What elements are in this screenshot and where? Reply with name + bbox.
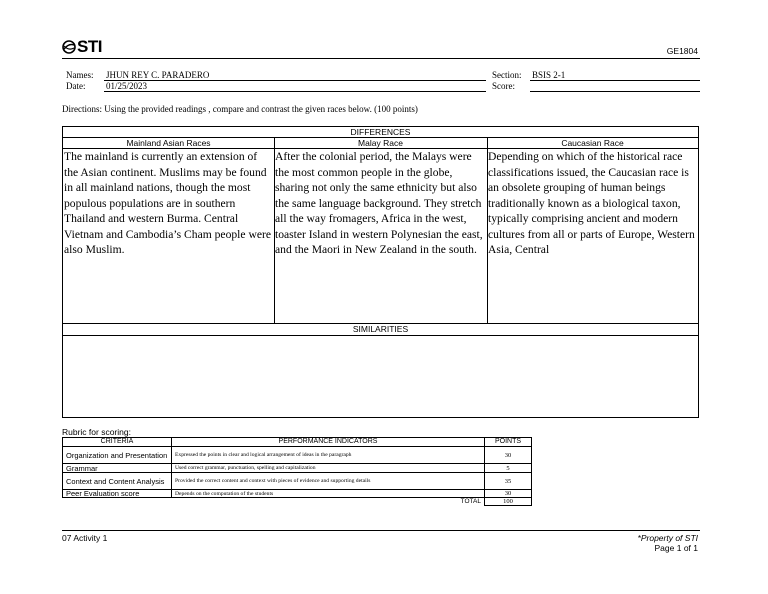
rubric-indicator: Used correct grammar, punctuation, spelling and capitalization [172,464,485,473]
rubric-indicator: Provided the correct content and context with pieces of evidence and supporting details [172,473,485,490]
section-label: Section: [492,70,522,80]
rubric-points: 5 [485,464,532,473]
score-value[interactable] [530,81,700,92]
sti-swoosh-icon [62,40,76,54]
logo-text: STI [77,37,102,56]
rubric-row [63,490,532,498]
date-row [66,81,486,93]
score-row [492,81,702,93]
similarities-content[interactable] [63,337,698,415]
sti-logo [62,37,102,57]
date-value[interactable]: 01/25/2023 [104,81,486,92]
table-divider [63,335,698,336]
rubric-header-points: POINTS [485,438,532,447]
footer-activity: 07 Activity 1 [62,533,108,543]
similarities-heading: SIMILARITIES [352,324,409,334]
rubric-header-criteria: CRITERIA [63,438,172,447]
rubric-row [63,473,532,490]
rubric-label: Rubric for scoring: [62,427,131,437]
column-header-malay: Malay Race [358,138,403,148]
section-value[interactable]: BSIS 2-1 [530,70,700,81]
column-header-caucasian: Caucasian Race [561,138,624,148]
rubric-criteria: Grammar [63,464,172,473]
rubric-points: 35 [485,473,532,490]
cell-malay[interactable]: After the colonial period, the Malays were the most common people in the globe, sharing not only the same ethnicity but also the same language background. They stretch all the way fromagers, Africa in the west, toaster Island in western Polynesian the east, and the Maori in New Zealand in the south. [275,150,483,256]
score-label: Score: [492,81,515,91]
footer-property-text: *Property of STI [637,533,698,543]
comparison-table [62,126,699,418]
rubric-criteria: Context and Content Analysis [63,473,172,490]
rubric-total-points: 100 [485,498,532,506]
rubric-row [63,464,532,473]
rubric-total-row [63,498,532,506]
rubric-criteria: Organization and Presentation [63,447,172,464]
rubric-criteria: Peer Evaluation score [63,490,172,498]
footer-property [638,533,698,553]
rubric-total-spacer [63,498,172,506]
document-code: GE1804 [666,46,698,56]
date-label: Date: [66,81,86,91]
rubric-indicator: Expressed the points in clear and logical arrangement of ideas in the paragraph [172,447,485,464]
rubric-header-indicators: PERFORMANCE INDICATORS [172,438,485,447]
names-label: Names: [66,70,94,80]
footer-divider [62,530,700,531]
differences-heading: DIFFERENCES [350,127,411,137]
rubric-row [63,447,532,464]
column-header-mainland-asian: Mainland Asian Races [126,138,211,148]
names-value[interactable]: JHUN REY C. PARADERO [104,70,486,81]
rubric-points: 30 [485,447,532,464]
directions-text: Directions: Using the provided readings , compare and contrast the given races below. (100 points) [62,104,418,114]
rubric-indicator: Depends on the computation of the students [172,490,485,498]
header-divider [62,58,700,59]
rubric-header-row [63,438,532,447]
rubric-points: 30 [485,490,532,498]
rubric-table [62,437,532,506]
cell-caucasian[interactable]: Depending on which of the historical race classifications issued, the Caucasian race is an obsolete grouping of human beings traditionally known as a biological taxon, typically comprising ancient and modern cultures from all or parts of Europe, Western Asia, Central [488,150,695,256]
cell-mainland-asian[interactable]: The mainland is currently an extension of the Asian continent. Muslims may be found in all mainland nations, though the most populous populations are in southern Thailand and western Burma. Central Vietnam and Cambodia’s Cham people were also Muslim. [64,150,271,256]
footer-page-number: Page 1 of 1 [654,543,698,553]
rubric-total-label: TOTAL [172,498,485,506]
